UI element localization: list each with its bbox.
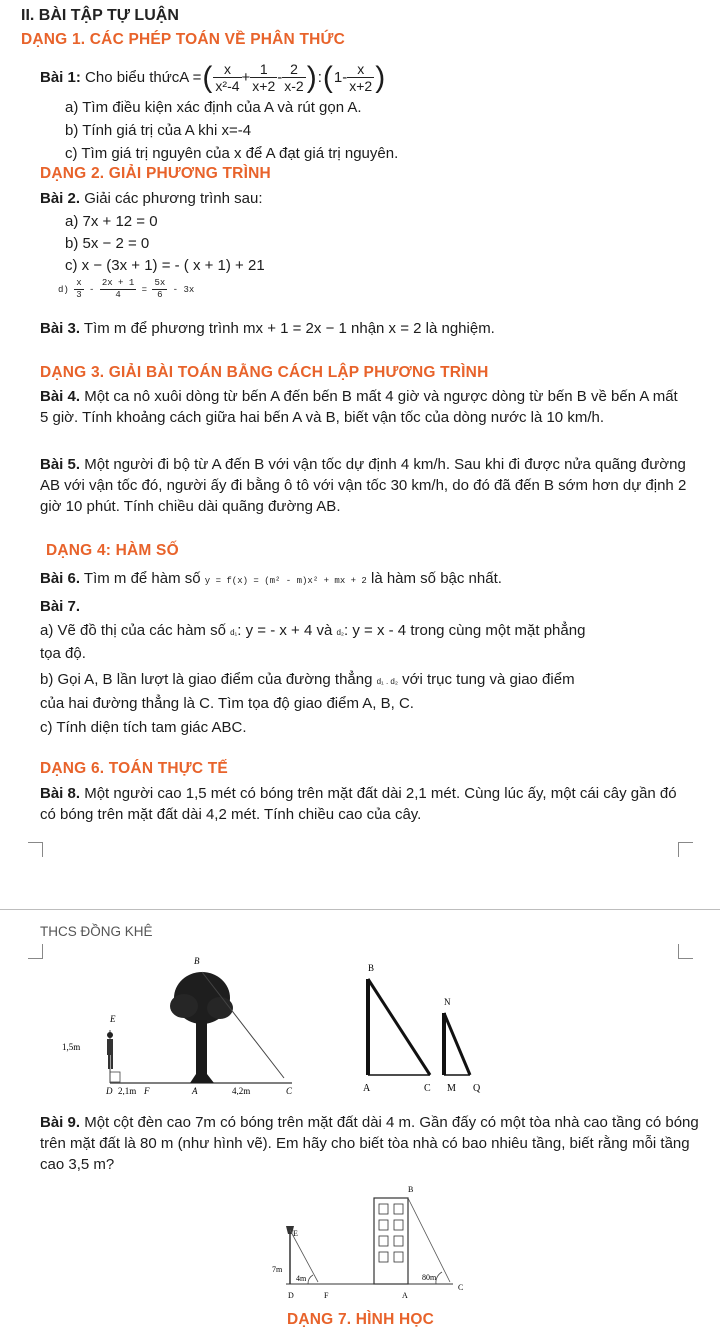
bai-1-c: c) Tìm giá trị nguyên của x để A đạt giá trị nguyên. xyxy=(65,145,399,162)
figure-tree-shadow xyxy=(62,950,312,1095)
bai-2-b: b) 5x − 2 = 0 xyxy=(65,235,150,252)
person-head xyxy=(107,1032,113,1038)
heading-dang-3: DẠNG 3. GIẢI BÀI TOÁN BẰNG CÁCH LẬP PHƯƠNG TRÌNH xyxy=(40,364,489,381)
bai-6-statement: Bài 6. Tìm m để hàm số y = f(x) = (m² - m)x² + mx + 2 là hàm số bậc nhất. xyxy=(40,570,502,587)
bai-2-c: c) x − (3x + 1) = - ( x + 1) + 21 xyxy=(65,257,265,274)
bai-2-d: d) $\frac{x}{3}$ - $\frac{2x + 1}{4}$ = $\frac{5x}{6}$ - 3x xyxy=(58,278,195,300)
label-E: E xyxy=(293,1229,298,1238)
bai-8-statement: Bài 8. Một người cao 1,5 mét có bóng trên mặt đất dài 2,1 mét. Cùng lúc ấy, một cái cây gần đó có bóng trên mặt đất dài 4,2 mét. Tính chiều cao của cây. xyxy=(40,785,677,823)
figure-lamp-building xyxy=(258,1178,498,1306)
label-2-1m: 2,1m xyxy=(118,1086,137,1095)
bai-1-b: b) Tính giá trị của A khi x=-4 xyxy=(65,122,252,139)
bai-1-label: Bài 1: xyxy=(40,69,81,86)
heading-dang-7: DẠNG 7. HÌNH HỌC xyxy=(287,1311,435,1328)
bai-2-statement: Bài 2. Giải các phương trình sau: xyxy=(40,190,263,207)
label-C: C xyxy=(458,1283,464,1292)
school-name: THCS ĐỒNG KHÊ xyxy=(40,924,153,939)
bai-7-c: c) Tính diện tích tam giác ABC. xyxy=(40,719,247,736)
label-M: M xyxy=(447,1083,456,1094)
label-A: A xyxy=(363,1083,371,1094)
corner-mark xyxy=(28,944,43,959)
label-B: B xyxy=(368,963,375,973)
bai-2-a: a) 7x + 12 = 0 xyxy=(65,213,158,230)
corner-mark xyxy=(678,842,693,857)
label-D: D xyxy=(106,1086,113,1095)
figure-similar-triangles xyxy=(360,955,520,1095)
bai-7-b: b) Gọi A, B lần lượt là giao điểm của đường thẳng d₁ . d₂ với trục tung và giao điểm xyxy=(40,671,575,688)
label-4m: 4m xyxy=(296,1274,307,1283)
page-divider xyxy=(0,909,720,910)
label-F: F xyxy=(144,1086,150,1095)
fraction: $\frac{2}{x-2}$ xyxy=(284,61,304,94)
heading-dang-4: DẠNG 4: HÀM SỐ xyxy=(46,542,179,559)
bai-3-statement: Bài 3. Tìm m để phương trình mx + 1 = 2x − 1 nhận x = 2 là nghiệm. xyxy=(40,320,495,337)
bai-7-a-line2: tọa độ. xyxy=(40,645,86,662)
section-title: II. BÀI TẬP TỰ LUẬN xyxy=(21,7,179,24)
label-B: B xyxy=(408,1185,414,1194)
bai-1-statement: Bài 1: Cho biểu thức A = ( $\frac{x}{\text{x²-4}}$ + $\frac{1}{x+2}$ - $\frac{2}{x-2}$ ) : ( 1- $\frac{x}{x+2}$ ) xyxy=(40,61,386,94)
label-Q: Q xyxy=(473,1083,481,1094)
label-A: A xyxy=(192,1086,198,1095)
heading-dang-1: DẠNG 1. CÁC PHÉP TOÁN VỀ PHÂN THỨC xyxy=(21,31,345,48)
bai-7-a: a) Vẽ đồ thị của các hàm số d₁: y = - x + 4 và d₂: y = x - 4 trong cùng một mặt phẳng xyxy=(40,622,586,639)
corner-mark xyxy=(678,944,693,959)
label-1-5m: 1,5m xyxy=(62,1042,81,1052)
tree-trunk xyxy=(196,1020,207,1083)
label-B: B xyxy=(194,956,200,966)
label-C: C xyxy=(424,1083,431,1094)
fraction: $\frac{x}{\text{x²-4}}$ xyxy=(215,61,240,94)
heading-dang-6: DẠNG 6. TOÁN THỰC TẾ xyxy=(40,760,228,777)
label-4-2m: 4,2m xyxy=(232,1086,251,1095)
label-80m: 80m xyxy=(422,1273,437,1282)
bai-4-statement: Bài 4. Một ca nô xuôi dòng từ bến A đến bến B mất 4 giờ và ngược dòng từ bến B về bến A mất 5 giờ. Tính khoảng cách giữa hai bến A và B, biết vận tốc của dòng nước là 10 km/h. xyxy=(40,388,678,426)
bai-9-statement: Bài 9. Một cột đèn cao 7m có bóng trên mặt đất dài 4 m. Gần đấy có một tòa nhà cao tầng có bóng trên mặt đất là 80 m (như hình vẽ). Em hãy cho biết tòa nhà có bao nhiêu tầng, biết rằng mỗi tầng cao 3,5 m? xyxy=(40,1114,699,1173)
bai-7-label: Bài 7. xyxy=(40,598,81,615)
bai-1-a: a) Tìm điều kiện xác định của A và rút gọn A. xyxy=(65,99,362,116)
label-F: F xyxy=(324,1291,329,1300)
label-N: N xyxy=(444,997,451,1007)
fraction: $\frac{x}{x+2}$ xyxy=(349,61,373,94)
bai-5-statement: Bài 5. Một người đi bộ từ A đến B với vận tốc dự định 4 km/h. Sau khi đi được nửa quãng đường AB với vận tốc đó, người ấy đi bằng ô tô với vận tốc 30 km/h, do đó đã đến B sớm hơn dự định 2 giờ 10 phút. Tính chiều dài quãng đường AB. xyxy=(40,456,687,515)
label-7m: 7m xyxy=(272,1265,283,1274)
fraction: $\frac{1}{x+2}$ xyxy=(252,61,276,94)
corner-mark xyxy=(28,842,43,857)
label-A: A xyxy=(402,1291,408,1300)
label-C: C xyxy=(286,1086,293,1095)
heading-dang-2: DẠNG 2. GIẢI PHƯƠNG TRÌNH xyxy=(40,165,271,182)
label-D: D xyxy=(288,1291,294,1300)
person-body xyxy=(107,1039,113,1055)
bai-7-b-line2: của hai đường thẳng là C. Tìm tọa độ giao điểm A, B, C. xyxy=(40,695,414,712)
label-E: E xyxy=(110,1014,116,1024)
